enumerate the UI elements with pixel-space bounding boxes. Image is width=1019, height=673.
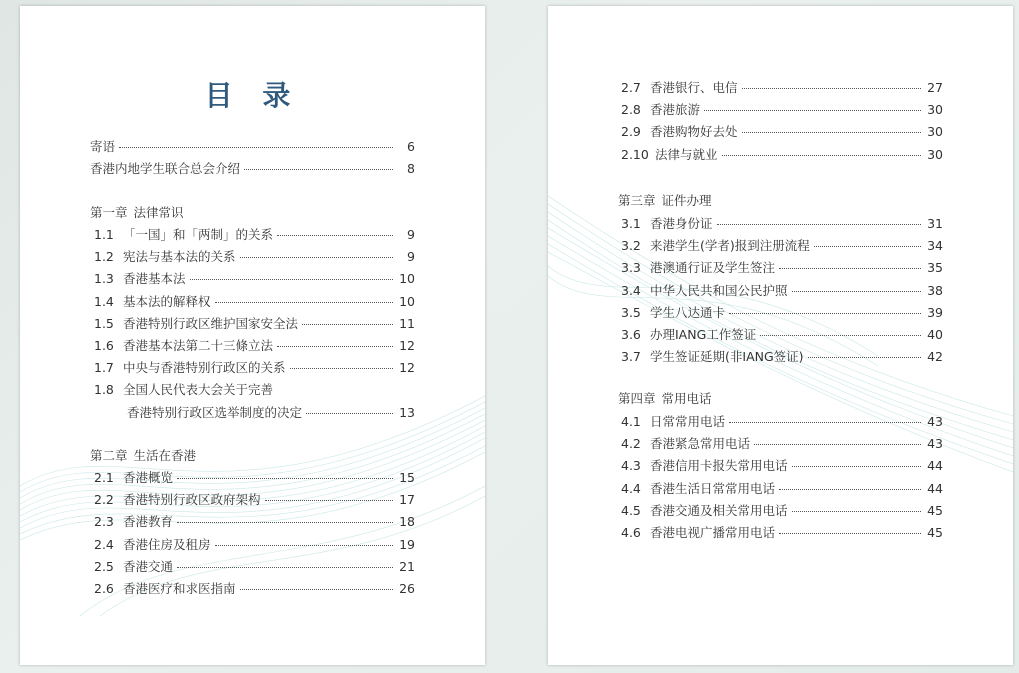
dot-leader [742,88,921,89]
entry-title: 香港基本法第二十三條立法 [123,338,274,353]
entry-title: 香港生活日常常用电话 [650,480,776,496]
entry-title: 香港交通 [123,558,174,574]
entry-title: 港澳通行证及学生签注 [650,260,776,276]
toc-entry[interactable] [621,260,943,276]
dot-leader [215,545,393,546]
toc-entry[interactable] [621,436,943,452]
dot-leader [306,413,393,414]
entry-number: 3.3 [621,260,641,276]
toc-entry[interactable] [94,271,415,287]
entry-number: 3.2 [621,238,641,254]
entry-page: 11 [399,315,415,331]
entry-number: 2.1 [94,470,114,485]
toc-entry-continuation[interactable] [127,405,415,421]
toc-entry[interactable] [94,316,415,332]
dot-leader [215,302,393,303]
dot-leader [302,324,393,325]
entry-title: 中央与香港特别行政区的关系 [123,360,286,376]
toc-entry[interactable] [621,238,943,254]
entry-number: 2.6 [94,581,114,596]
entry-title: 中华人民共和国公民护照 [650,282,788,298]
entry-page: 43 [927,436,943,452]
entry-title: 办理IANG工作签证 [650,327,757,342]
chapter-heading[interactable] [90,448,196,464]
entry-title: 香港交通及相关常用电话 [650,502,788,518]
entry-number: 2.4 [94,536,114,552]
dot-leader [729,313,921,314]
toc-entry[interactable] [94,470,415,486]
entry-number: 3.4 [621,282,641,298]
chapter-number: 第一章 [90,205,128,220]
entry-page: 39 [927,304,943,320]
entry-page: 26 [399,581,415,596]
chapter-number: 第四章 [618,391,656,406]
dot-leader [277,235,393,236]
entry-number: 3.1 [621,216,641,231]
entry-title: 全国人民代表大会关于完善 [123,382,274,398]
toc-entry[interactable] [94,514,415,530]
entry-number: 2.10 [621,146,649,162]
entry-page: 6 [407,139,415,154]
entry-page: 34 [927,238,943,254]
entry-title: 日常常用电话 [650,414,726,429]
entry-number: 3.7 [621,349,641,365]
dot-leader [177,478,393,479]
toc-entry[interactable] [94,492,415,508]
dot-leader [722,155,921,156]
chapter-heading[interactable] [618,391,712,407]
dot-leader [277,346,393,347]
entry-page: 30 [927,124,943,140]
toc-entry[interactable] [621,503,943,519]
dot-leader [240,589,393,590]
dot-leader [119,147,393,148]
entry-page: 30 [927,102,943,118]
dot-leader [792,511,921,512]
entry-page: 12 [399,338,415,353]
dot-leader [779,489,921,490]
entry-title: 香港购物好去处 [650,124,738,140]
entry-title: 「一国」和「两制」的关系 [123,227,274,242]
entry-title: 香港特别行政区维护国家安全法 [123,315,299,331]
toc-entry[interactable] [621,525,943,541]
entry-title: 香港住房及租房 [123,536,211,552]
toc-entry[interactable] [94,581,415,597]
entry-title: 香港医疗和求医指南 [123,581,236,596]
entry-number: 1.5 [94,315,114,331]
entry-title: 基本法的解释权 [123,293,211,309]
entry-page: 12 [399,360,415,376]
toc-entry[interactable] [94,294,415,310]
entry-page: 30 [927,146,943,162]
entry-number: 4.5 [621,502,641,518]
entry-page: 27 [927,80,943,95]
entry-page: 44 [927,458,943,474]
entry-number: 1.2 [94,249,114,265]
entry-title: 香港概览 [123,470,174,485]
toc-entry[interactable] [90,139,415,155]
entry-title: 香港特别行政区政府架构 [123,492,261,508]
entry-title: 香港基本法 [123,271,186,287]
toc-left [20,6,485,665]
entry-page: 44 [927,480,943,496]
entry-page: 9 [407,249,415,265]
chapter-number: 第二章 [90,448,128,463]
toc-entry[interactable] [621,124,943,140]
entry-title: 香港紧急常用电话 [650,436,751,452]
entry-number: 4.6 [621,525,641,540]
entry-page: 17 [399,492,415,508]
entry-number: 2.9 [621,124,641,140]
entry-title: 宪法与基本法的关系 [123,249,236,265]
dot-leader [240,257,393,258]
chapter-title: 生活在香港 [133,448,197,463]
toc-entry[interactable] [94,559,415,575]
entry-title: 寄语 [90,139,116,154]
entry-number: 2.7 [621,80,641,95]
entry-title: 法律与就业 [655,146,718,162]
entry-page: 45 [927,525,943,540]
toc-entry[interactable] [621,349,943,365]
entry-title: 香港旅游 [650,102,701,118]
entry-number: 1.4 [94,293,114,309]
dot-leader [177,567,393,568]
dot-leader [814,246,921,247]
entry-page: 35 [927,260,943,276]
toc-entry[interactable] [621,327,943,343]
entry-title: 学生八达通卡 [650,304,726,320]
entry-number: 3.6 [621,327,641,342]
toc-entry[interactable] [621,216,943,232]
toc-entry[interactable] [621,147,943,163]
dot-leader [808,357,921,358]
entry-number: 2.8 [621,102,641,118]
entry-page: 21 [399,558,415,574]
chapter-title: 常用电话 [661,391,712,406]
chapter-title: 法律常识 [133,205,184,220]
dot-leader [779,533,921,534]
toc-entry[interactable] [621,458,943,474]
entry-number: 4.1 [621,414,641,429]
dot-leader [754,444,921,445]
dot-leader [190,279,393,280]
toc-right [548,6,1013,665]
entry-page: 15 [399,470,415,485]
chapter-heading[interactable] [90,205,184,221]
dot-leader [290,368,393,369]
dot-leader [742,132,921,133]
entry-page: 18 [399,514,415,530]
chapter-title: 证件办理 [661,193,712,208]
entry-number: 2.2 [94,492,114,508]
left-page [20,6,485,665]
toc-title: 目 录 [204,79,301,112]
dot-leader [792,466,921,467]
entry-number: 4.4 [621,480,641,496]
toc-entry[interactable] [94,249,415,265]
entry-title: 香港信用卡报失常用电话 [650,458,788,474]
dot-leader [177,522,393,523]
entry-number: 2.5 [94,558,114,574]
entry-title: 学生签证延期(非IANG签证) [650,349,804,365]
dot-leader [244,169,393,170]
entry-page: 19 [399,536,415,552]
toc-entry[interactable] [94,537,415,553]
entry-number: 1.6 [94,338,114,353]
toc-entry[interactable] [94,338,415,354]
entry-page: 40 [927,327,943,342]
entry-number: 4.2 [621,436,641,452]
entry-title: 来港学生(学者)报到注册流程 [650,238,810,254]
right-page [548,6,1013,665]
entry-title: 香港银行、电信 [650,80,738,95]
dot-leader [779,268,921,269]
toc-entry[interactable] [621,283,943,299]
toc-entry[interactable] [94,227,415,243]
entry-number: 1.1 [94,227,114,242]
entry-title: 香港内地学生联合总会介绍 [90,161,241,176]
toc-entry[interactable] [94,382,415,398]
entry-page: 38 [927,282,943,298]
entry-number: 3.5 [621,304,641,320]
entry-page: 43 [927,414,943,429]
entry-number: 1.8 [94,382,114,398]
dot-leader [792,291,921,292]
chapter-number: 第三章 [618,193,656,208]
entry-title: 香港身份证 [650,216,713,231]
entry-page: 31 [927,216,943,231]
entry-page: 13 [399,404,415,420]
entry-page: 42 [927,349,943,365]
toc-entry[interactable] [94,360,415,376]
entry-page: 8 [407,161,415,176]
dot-leader [704,110,921,111]
entry-title: 香港教育 [123,514,174,530]
entry-page: 10 [399,293,415,309]
toc-entry[interactable] [90,161,415,177]
entry-number: 1.3 [94,271,114,287]
dot-leader [760,335,921,336]
toc-entry[interactable] [621,481,943,497]
dot-leader [265,500,393,501]
toc-entry[interactable] [621,305,943,321]
dot-leader [729,422,921,423]
dot-leader [717,224,921,225]
entry-title-line2: 香港特别行政区选举制度的决定 [127,404,303,420]
entry-page: 10 [399,271,415,287]
entry-title: 香港电视广播常用电话 [650,525,776,540]
entry-number: 4.3 [621,458,641,474]
chapter-heading[interactable] [618,193,712,209]
entry-number: 1.7 [94,360,114,376]
toc-entry[interactable] [621,414,943,430]
entry-number: 2.3 [94,514,114,530]
toc-entry[interactable] [621,102,943,118]
entry-page: 45 [927,502,943,518]
toc-entry[interactable] [621,80,943,96]
entry-page: 9 [407,227,415,242]
